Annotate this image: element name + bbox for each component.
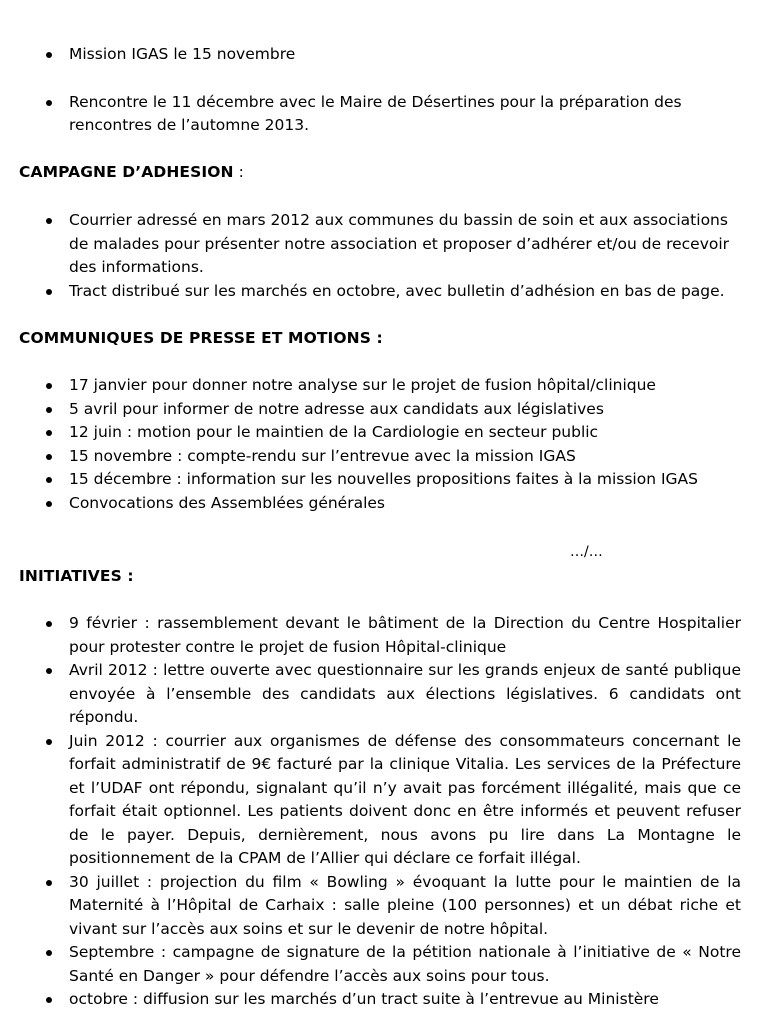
presse-list xyxy=(0,374,767,515)
list-item: Septembre : campagne de signature de la pétition nationale à l’initiative de « Notre Santé en Danger » pour défendre l’accès aux soins pour tous. xyxy=(0,941,741,988)
section-heading-presse: COMMUNIQUES DE PRESSE ET MOTIONS : xyxy=(19,329,383,347)
bullet-icon xyxy=(46,621,52,627)
initiatives-list xyxy=(0,612,767,1012)
bullet-icon xyxy=(46,100,52,106)
list-item: Avril 2012 : lettre ouverte avec questionnaire sur les grands enjeux de santé publique envoyée à l’ensemble des candidats aux élections législatives. 6 candidats ont répondu. xyxy=(0,659,741,730)
bullet-icon xyxy=(46,668,52,674)
bullet-icon xyxy=(46,430,52,436)
bullet-icon xyxy=(46,950,52,956)
list-item: octobre : diffusion sur les marchés d’un tract suite à l’entrevue au Ministère xyxy=(0,988,741,1012)
list-item: Tract distribué sur les marchés en octobre, avec bulletin d’adhésion en bas de page. xyxy=(0,280,741,304)
list-item: 12 juin : motion pour le maintien de la Cardiologie en secteur public xyxy=(0,421,741,445)
list-item: Rencontre le 11 décembre avec le Maire de Désertines pour la préparation des rencontres de l’automne 2013. xyxy=(0,91,741,138)
list-item: Juin 2012 : courrier aux organismes de défense des consommateurs concernant le forfait administratif de 9€ facturé par la clinique Vitalia. Les services de la Préfecture et l’UDAF ont répondu, signalant qu’il n’y avait pas forcément illégalité, mais que ce forfait était optionnel. Les patients doivent donc en être informés et peuvent refuser de le payer. Depuis, dernièrement, nous avons pu lire dans La Montagne le positionnement de la CPAM de l’Allier qui déclare ce forfait illégal. xyxy=(0,730,741,871)
list-item: Mission IGAS le 15 novembre xyxy=(0,43,741,67)
bullet-icon xyxy=(46,454,52,460)
bullet-icon xyxy=(46,289,52,295)
adhesion-list xyxy=(0,209,767,303)
top-list xyxy=(0,43,767,138)
bullet-icon xyxy=(46,383,52,389)
list-item: 17 janvier pour donner notre analyse sur le projet de fusion hôpital/clinique xyxy=(0,374,741,398)
bullet-icon xyxy=(46,477,52,483)
bullet-icon xyxy=(46,218,52,224)
bullet-icon xyxy=(46,501,52,507)
continuation-mark: …/… xyxy=(570,544,603,560)
section-heading-adhesion: CAMPAGNE D’ADHESION : xyxy=(19,163,244,181)
list-item: Convocations des Assemblées générales xyxy=(0,492,741,516)
list-item: 9 février : rassemblement devant le bâtiment de la Direction du Centre Hospitalier pour protester contre le projet de fusion Hôpital-clinique xyxy=(0,612,741,659)
bullet-icon xyxy=(46,739,52,745)
bullet-icon xyxy=(46,997,52,1003)
list-item: 15 décembre : information sur les nouvelles propositions faites à la mission IGAS xyxy=(0,468,741,492)
section-heading-initiatives: INITIATIVES : xyxy=(19,567,134,585)
list-item: 15 novembre : compte-rendu sur l’entrevue avec la mission IGAS xyxy=(0,445,741,469)
list-item: 30 juillet : projection du film « Bowling » évoquant la lutte pour le maintien de la Maternité à l’Hôpital de Carhaix : salle pleine (100 personnes) et un débat riche et vivant sur l’accès aux soins et sur le devenir de notre hôpital. xyxy=(0,871,741,942)
bullet-icon xyxy=(46,407,52,413)
list-item: 5 avril pour informer de notre adresse aux candidats aux législatives xyxy=(0,398,741,422)
bullet-icon xyxy=(46,52,52,58)
bullet-icon xyxy=(46,880,52,886)
list-item: Courrier adressé en mars 2012 aux communes du bassin de soin et aux associations de malades pour présenter notre association et proposer d’adhérer et/ou de recevoir des informations. xyxy=(0,209,741,280)
